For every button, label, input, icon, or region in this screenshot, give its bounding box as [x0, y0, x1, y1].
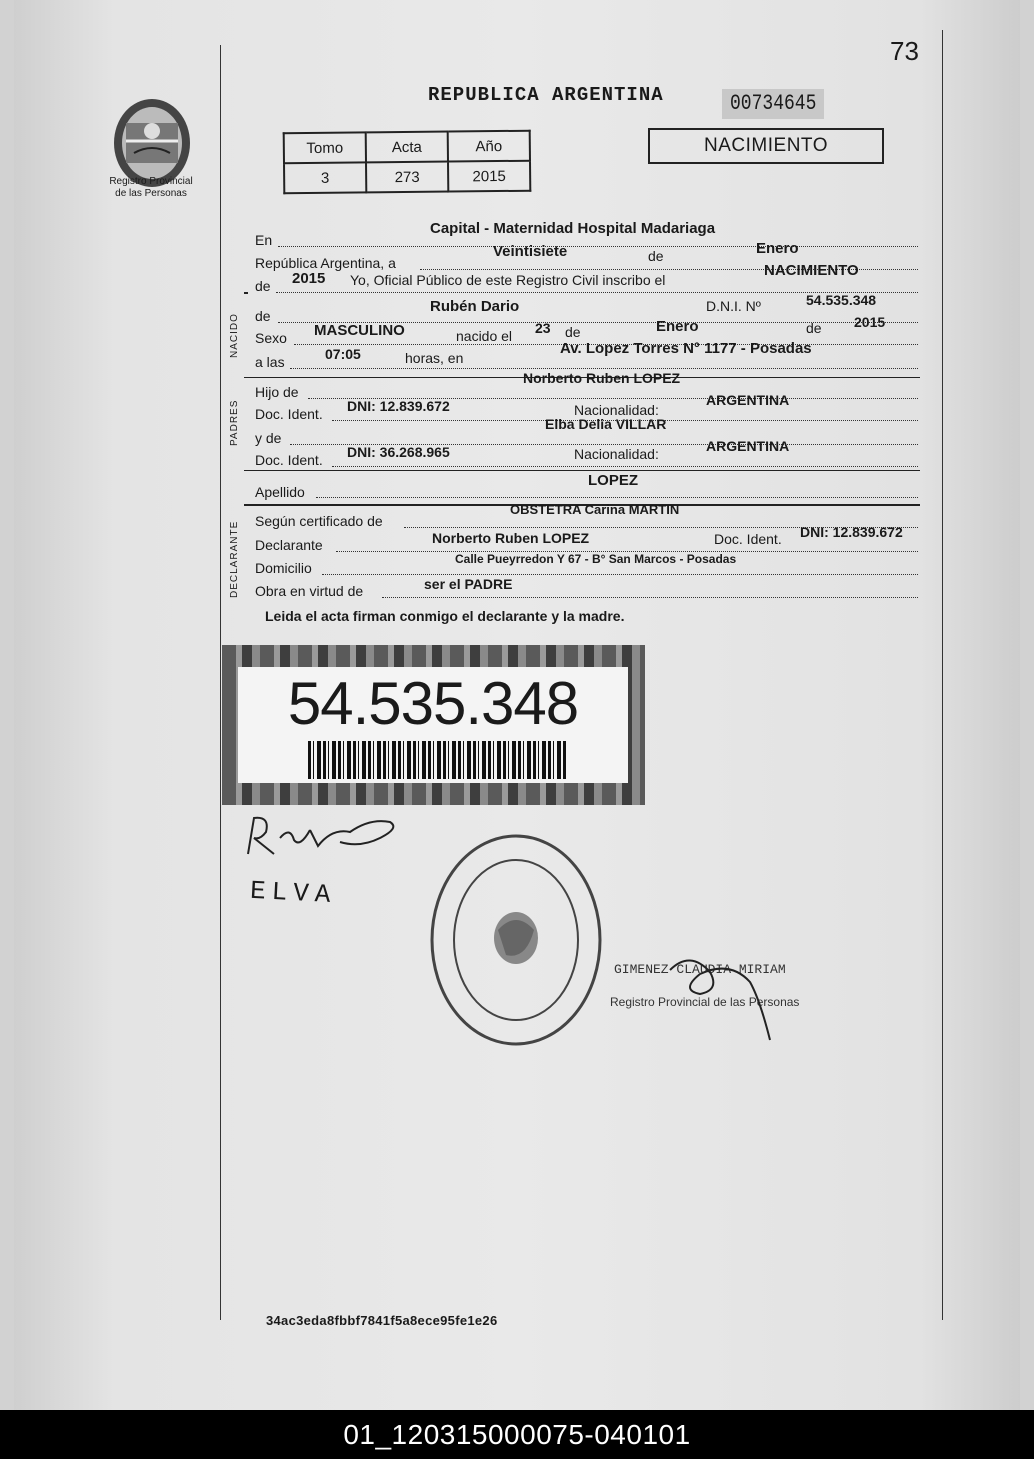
- side-label-nacido: NACIDO: [229, 313, 240, 358]
- right-margin-line: [942, 30, 943, 1320]
- value-dni: 54.535.348: [806, 292, 877, 308]
- value-dia-letras: Veintisiete: [493, 243, 568, 260]
- value-obra-en-virtud: ser el PADRE: [424, 576, 513, 592]
- value-padre-nac: ARGENTINA: [706, 392, 790, 408]
- label-y-de: y de: [255, 430, 282, 446]
- value-sexo: MASCULINO: [314, 322, 405, 339]
- dotted-line: [382, 597, 918, 598]
- label-horas-en: horas, en: [405, 350, 464, 366]
- label-de-name: de: [255, 308, 271, 324]
- label-segun-certificado: Según certificado de: [255, 513, 383, 529]
- label-de-mid: de: [648, 248, 664, 264]
- value-declarante: Norberto Ruben LOPEZ: [432, 530, 590, 546]
- value-madre-nac: ARGENTINA: [706, 438, 790, 454]
- side-label-padres: PADRES: [229, 399, 240, 446]
- label-a-las: a las: [255, 354, 285, 370]
- volume-table-values: [284, 161, 530, 194]
- label-sexo: Sexo: [255, 330, 287, 346]
- label-yo-oficial: Yo, Oficial Público de este Registro Civil inscribo el: [350, 272, 666, 288]
- label-doc-ident-padre: Doc. Ident.: [255, 406, 323, 422]
- value-acta: 273: [366, 162, 448, 193]
- dni-sticker-number: 54.535.348: [287, 670, 579, 737]
- registry-line-1: Registro Provincial: [109, 176, 193, 187]
- label-en: En: [255, 232, 273, 248]
- section-divider: [244, 470, 920, 471]
- label-apellido: Apellido: [255, 484, 305, 500]
- registry-line-2: de las Personas: [115, 188, 187, 199]
- page-number: 73: [890, 36, 919, 66]
- volume-table-header: [284, 131, 530, 164]
- label-nacionalidad-padre: Nacionalidad:: [574, 402, 659, 418]
- value-tipo-acta: NACIMIENTO: [764, 262, 859, 279]
- value-apellido: LOPEZ: [588, 472, 639, 489]
- value-domicilio: Calle Pueyrredon Y 67 - B° San Marcos - Posadas: [455, 552, 737, 566]
- value-lugar-nac: Av. Lopez Torres N° 1177 - Posadas: [560, 340, 812, 357]
- handwritten-elva: ELVA: [249, 875, 338, 911]
- registry-label: [96, 176, 206, 200]
- official-role: Registro Provincial de las Personas: [610, 995, 800, 1009]
- value-dia-nac: 23: [535, 320, 551, 336]
- dotted-line: [316, 497, 918, 498]
- dni-sticker-inner: [238, 667, 628, 783]
- label-de-start: de: [255, 278, 271, 294]
- value-mes-nac: Enero: [656, 318, 699, 335]
- handwritten-signature: [240, 808, 420, 868]
- dotted-line: [322, 574, 918, 575]
- value-declarante-doc: DNI: 12.839.672: [800, 524, 903, 540]
- label-de-month: de: [806, 320, 822, 336]
- left-margin-line: [220, 45, 221, 1320]
- value-madre: Elba Delia VILLAR: [545, 416, 667, 432]
- label-nacido-el: nacido el: [456, 328, 513, 344]
- closing-statement: Leida el acta firman conmigo el declarante y la madre.: [265, 608, 625, 624]
- label-de-day: de: [565, 324, 581, 340]
- value-lugar: Capital - Maternidad Hospital Madariaga: [430, 220, 716, 237]
- value-tomo: 3: [284, 162, 366, 193]
- value-anio-nac: 2015: [854, 314, 886, 330]
- barcode: [308, 741, 568, 779]
- document-title: REPUBLICA ARGENTINA: [428, 84, 664, 106]
- header-tomo: Tomo: [284, 132, 366, 163]
- header-anio: Año: [448, 131, 530, 162]
- record-type-box: NACIMIENTO: [648, 128, 884, 164]
- value-hora: 07:05: [325, 346, 361, 362]
- side-label-declarante: DECLARANTE: [229, 520, 240, 598]
- value-padre-doc: DNI: 12.839.672: [347, 398, 450, 414]
- header-acta: Acta: [366, 132, 448, 163]
- label-dni: D.N.I. Nº: [706, 298, 761, 314]
- label-declarante: Declarante: [255, 537, 323, 553]
- dotted-line: [332, 466, 918, 467]
- label-doc-ident-declarante: Doc. Ident.: [714, 531, 782, 547]
- label-doc-ident-madre: Doc. Ident.: [255, 452, 323, 468]
- dotted-line: [278, 246, 918, 247]
- label-hijo-de: Hijo de: [255, 384, 299, 400]
- file-id-bar: 01_120315000075-040101: [0, 1410, 1034, 1459]
- section-tick: [244, 292, 248, 294]
- official-name: GIMENEZ CLAUDIA MIRIAM: [614, 962, 786, 977]
- value-nombre: Rubén Dario: [430, 298, 520, 315]
- value-anio-registro: 2015: [292, 270, 326, 287]
- dni-sticker: [222, 645, 645, 805]
- serial-number: 00734645: [722, 89, 824, 119]
- value-padre: Norberto Ruben LOPEZ: [523, 370, 681, 386]
- value-mes-registro: Enero: [756, 240, 799, 257]
- value-madre-doc: DNI: 36.268.965: [347, 444, 450, 460]
- dotted-line: [290, 368, 918, 369]
- value-certificado: OBSTETRA Carina MARTIN: [510, 502, 680, 517]
- label-obra-en-virtud: Obra en virtud de: [255, 583, 364, 599]
- official-signature: [660, 950, 780, 1045]
- label-republica: República Argentina, a: [255, 255, 396, 271]
- official-round-stamp: [426, 830, 606, 1050]
- value-anio: 2015: [448, 161, 530, 192]
- document-hash: 34ac3eda8fbbf7841f5a8ece95fe1e26: [266, 1313, 498, 1328]
- volume-table: [283, 130, 532, 195]
- label-nacionalidad-madre: Nacionalidad:: [574, 446, 659, 462]
- label-domicilio: Domicilio: [255, 560, 312, 576]
